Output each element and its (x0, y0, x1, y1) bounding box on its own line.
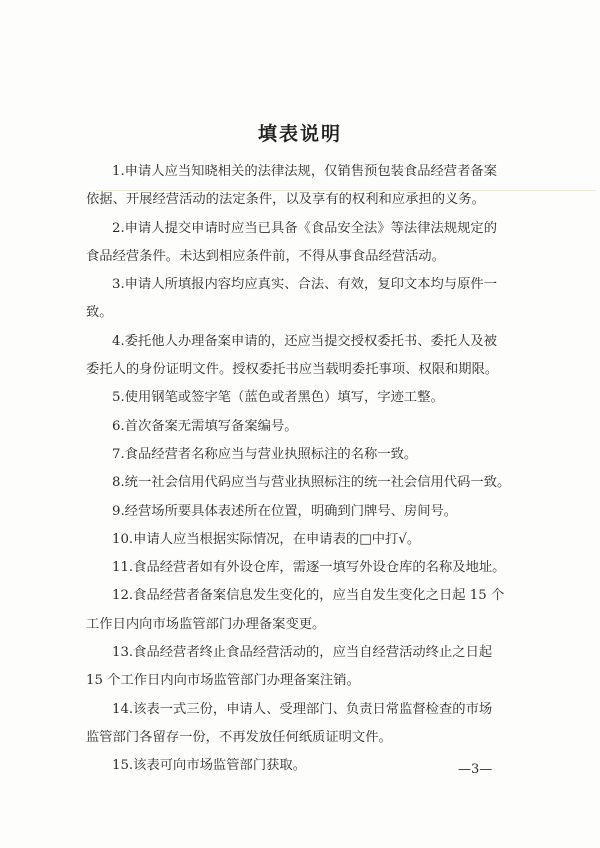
page-title: 填表说明 (257, 123, 342, 145)
instruction-line-5: 5.使用钢笔或签字笔（蓝色或者黑色）填写，字迹工整。 (112, 390, 444, 406)
instruction-line-14-cont: 监管部门各留存一份，不再发放任何纸质证明文件。 (86, 729, 392, 745)
instruction-line-2-cont: 食品经营条件。未达到相应条件前，不得从事食品经营活动。 (86, 248, 446, 264)
instruction-line-13-cont: 15 个工作日内向市场监管部门办理备案注销。 (86, 673, 360, 689)
instruction-line-10: 10.申请人应当根据实际情况，在申请表的□中打√。 (112, 531, 421, 547)
instruction-line-6: 6.首次备案无需填写备案编号。 (112, 418, 298, 434)
instruction-line-4: 4.委托他人办理备案申请的，还应当提交授权委托书、委托人及被 (112, 333, 497, 349)
instruction-line-11: 11.食品经营者如有外设仓库，需逐一填写外设仓库的名称及地址。 (112, 560, 506, 576)
instruction-line-3: 3.申请人所填报内容均应真实、合法、有效，复印文本均与原件一 (112, 277, 497, 293)
page-number: —3— (458, 762, 493, 777)
instruction-line-1-cont: 依据、开展经营活动的法定条件，以及享有的权利和应承担的义务。 (86, 192, 485, 208)
instruction-line-4-cont: 委托人的身份证明文件。授权委托书应当载明委托事项、权限和期限。 (86, 362, 499, 378)
instruction-line-2: 2.申请人提交申请时应当已具备《食品安全法》等法律法规规定的 (112, 220, 497, 236)
instruction-line-1: 1.申请人应当知晓相关的法律法规，仅销售预包装食品经营者备案 (112, 164, 497, 179)
instruction-line-3-cont: 致。 (86, 305, 113, 321)
instruction-line-12: 12.食品经营者备案信息发生变化的，应当自发生变化之日起 15 个 (112, 588, 505, 604)
instruction-line-12-cont: 工作日内向市场监管部门办理备案变更。 (86, 616, 326, 632)
instruction-line-8: 8.统一社会信用代码应当与营业执照标注的统一社会信用代码一致。 (112, 475, 511, 491)
instruction-line-14: 14.该表一式三份，申请人、受理部门、负责日常监督检查的市场 (112, 701, 493, 717)
instruction-line-15: 15.该表可向市场监管部门获取。 (112, 758, 307, 774)
instructions-body (86, 158, 518, 781)
instruction-line-7: 7.食品经营者名称应当与营业执照标注的名称一致。 (112, 446, 418, 462)
instruction-line-9: 9.经营场所要具体表述所在位置，明确到门牌号、房间号。 (112, 503, 458, 519)
instruction-line-13: 13.食品经营者终止食品经营活动的，应当自经营活动终止之日起 (112, 645, 493, 661)
